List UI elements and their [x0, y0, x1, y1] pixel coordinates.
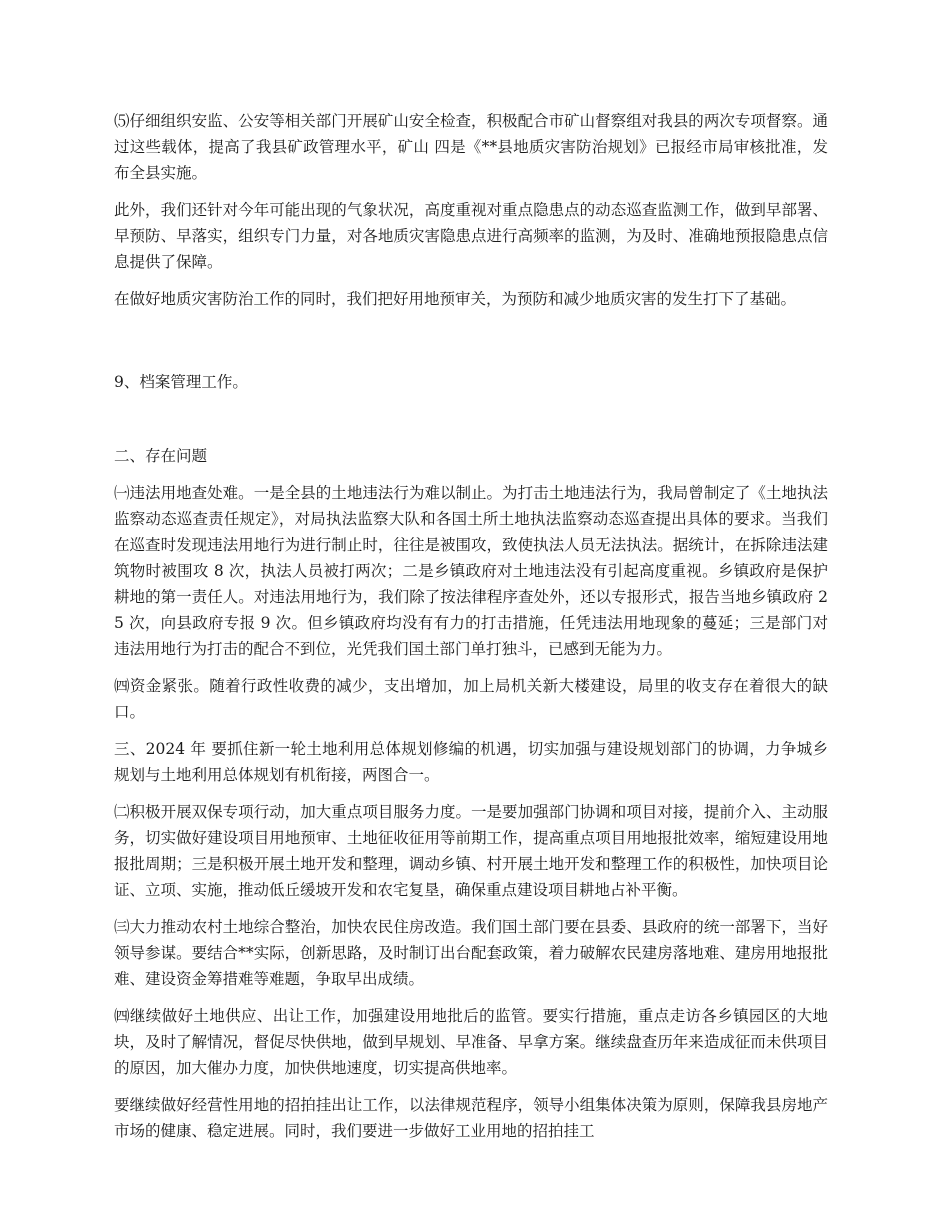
paragraph-rural-land-consolidation: ㈢大力推动农村土地综合整治，加快农民住房改造。我们国土部门要在县委、县政府的统一部署下，当好领导参谋。要结合**实际，创新思路，及时制订出台配套政策，着力破解农民建房落地难、建房用地报批难、建设资金筹措难等难题，争取早出成绩。: [114, 918, 828, 988]
paragraph-land-pre-review: 在做好地质灾害防治工作的同时，我们把好用地预审关，为预防和减少地质灾害的发生打下了基础。: [114, 290, 797, 308]
document-body: [114, 108, 828, 1155]
paragraph-2024-planning: 三、2024 年 要抓住新一轮土地利用总体规划修编的机遇，切实加强与建设规划部门的协调，力争城乡规划与土地利用总体规划有机衔接，两图合一。: [114, 740, 828, 784]
paragraph-land-supply: ㈣继续做好土地供应、出让工作，加强建设用地批后的监管。要实行措施，重点走访各乡镇园区的大地块，及时了解情况，督促尽快供地，做到早规划、早准备、早拿方案。继续盘查历年来造成征而未供项目的原因，加大催办力度，加快供地速度，切实提高供地率。: [114, 1007, 828, 1077]
spacer: [114, 395, 828, 443]
heading-archive-management: 9、档案管理工作。: [114, 373, 248, 391]
paragraph-geohazard-inspection: ⑸仔细组织安监、公安等相关部门开展矿山安全检查，积极配合市矿山督察组对我县的两次专项督察。通过这些载体，提高了我县矿政管理水平，矿山 四是《**县地质灾害防治规划》已报经市局审核批准，发布全县实施。: [114, 112, 828, 182]
paragraph-dual-protection-action: ㈡积极开展双保专项行动，加大重点项目服务力度。一是要加强部门协调和项目对接，提前介入、主动服务，切实做好建设项目用地预审、土地征收征用等前期工作，提高重点项目用地报批效率，缩短建设用地报批周期；三是积极开展土地开发和整理，调动乡镇、村开展土地开发和整理工作的积极性，加快项目论证、立项、实施，推动低丘缓坡开发和农宅复垦，确保重点建设项目耕地占补平衡。: [114, 803, 828, 899]
heading-existing-problems: 二、存在问题: [114, 447, 208, 465]
paragraph-illegal-land-use: ㈠违法用地查处难。一是全县的土地违法行为难以制止。为打击土地违法行为，我局曾制定了《土地执法监察动态巡查责任规定》，对局执法监察大队和各国土所土地执法监察动态巡查提出具体的要求。当我们在巡查时发现违法用地行为进行制止时，往往是被围攻，致使执法人员无法执法。据统计，在拆除违法建筑物时被围攻 8 次，执法人员被打两次；二是乡镇政府对土地违法没有引起高度重视。乡镇政府是保护耕地的第一责任人。对违法用地行为，我们除了按法律程序查处外，还以专报形式，报告当地乡镇政府 25 次，向县政府专报 9 次。但乡镇政府均没有有力的打击措施，任凭违法用地现象的蔓延；三是部门对违法用地行为打击的配合不到位，光凭我们国土部门单打独斗，已感到无能为力。: [114, 484, 828, 658]
paragraph-auction-transfer: 要继续做好经营性用地的招拍挂出让工作，以法律规范程序，领导小组集体决策为原则，保障我县房地产市场的健康、稳定进展。同时，我们要进一步做好工业用地的招拍挂工: [114, 1096, 828, 1140]
paragraph-weather-monitoring: 此外，我们还针对今年可能出现的气象状况，高度重视对重点隐患点的动态巡查监测工作，做到早部署、早预防、早落实，组织专门力量，对各地质灾害隐患点进行高频率的监测，为及时、准确地预报隐患点信息提供了保障。: [114, 201, 828, 271]
spacer: [114, 323, 828, 369]
paragraph-funding-shortage: ㈣资金紧张。随着行政性收费的减少，支出增加，加上局机关新大楼建设，局里的收支存在着很大的缺口。: [114, 677, 828, 721]
